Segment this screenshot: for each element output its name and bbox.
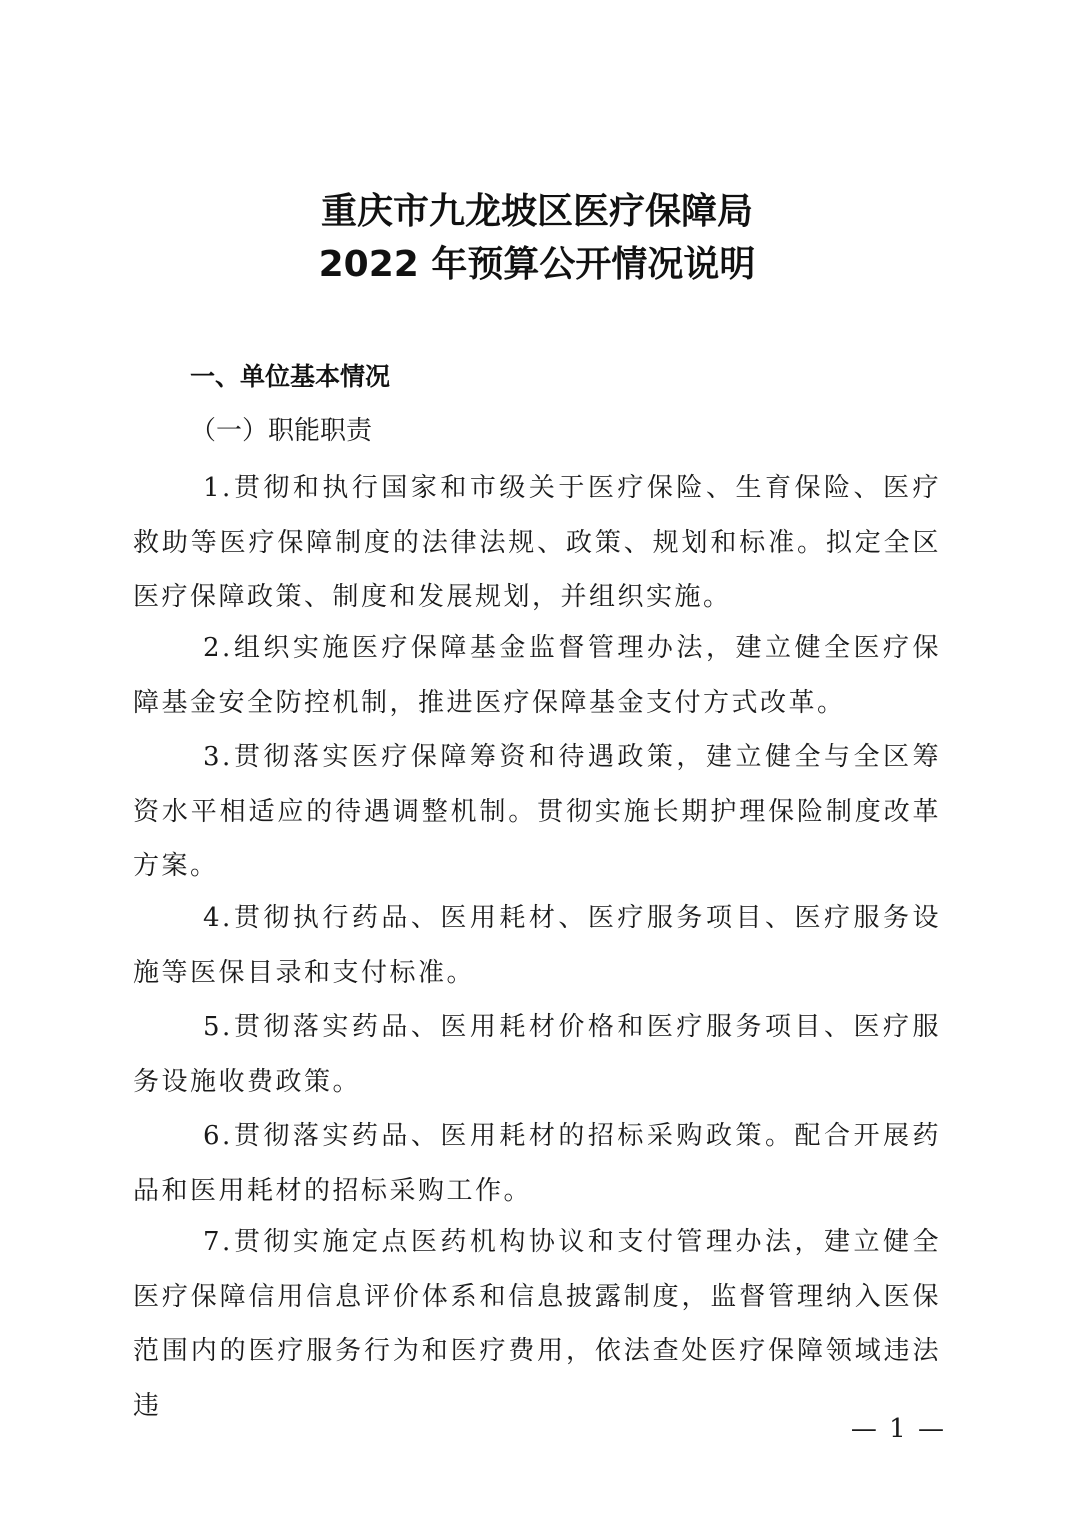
paragraph-1: 1.贯彻和执行国家和市级关于医疗保险、生育保险、医疗救助等医疗保障制度的法律法规、政策、规划和标准。拟定全区医疗保障政策、制度和发展规划，并组织实施。 bbox=[133, 473, 941, 613]
subsection-heading: （一）职能职责 bbox=[190, 416, 373, 446]
paragraph-3: 3.贯彻落实医疗保障筹资和待遇政策，建立健全与全区筹资水平相适应的待遇调整机制。贯彻实施长期护理保险制度改革方案。 bbox=[133, 742, 941, 882]
paragraph-2: 2.组织实施医疗保障基金监督管理办法，建立健全医疗保障基金安全防控机制，推进医疗保障基金支付方式改革。 bbox=[133, 633, 941, 718]
paragraph-5: 5.贯彻落实药品、医用耗材价格和医疗服务项目、医疗服务设施收费政策。 bbox=[133, 1012, 941, 1097]
document-title-line-1: 重庆市九龙坡区医疗保障局 bbox=[320, 191, 753, 232]
section-heading: 一、单位基本情况 bbox=[190, 362, 391, 391]
paragraph-6: 6.贯彻落实药品、医用耗材的招标采购政策。配合开展药品和医用耗材的招标采购工作。 bbox=[133, 1121, 941, 1206]
paragraph-4: 4.贯彻执行药品、医用耗材、医疗服务项目、医疗服务设施等医保目录和支付标准。 bbox=[133, 903, 941, 988]
page-number: — 1 — bbox=[850, 1414, 946, 1444]
document-title-line-2: 2022 年预算公开情况说明 bbox=[318, 244, 756, 285]
paragraph-7: 7.贯彻实施定点医药机构协议和支付管理办法，建立健全医疗保障信用信息评价体系和信息披露制度，监督管理纳入医保范围内的医疗服务行为和医疗费用，依法查处医疗保障领域违法违 bbox=[133, 1227, 941, 1422]
